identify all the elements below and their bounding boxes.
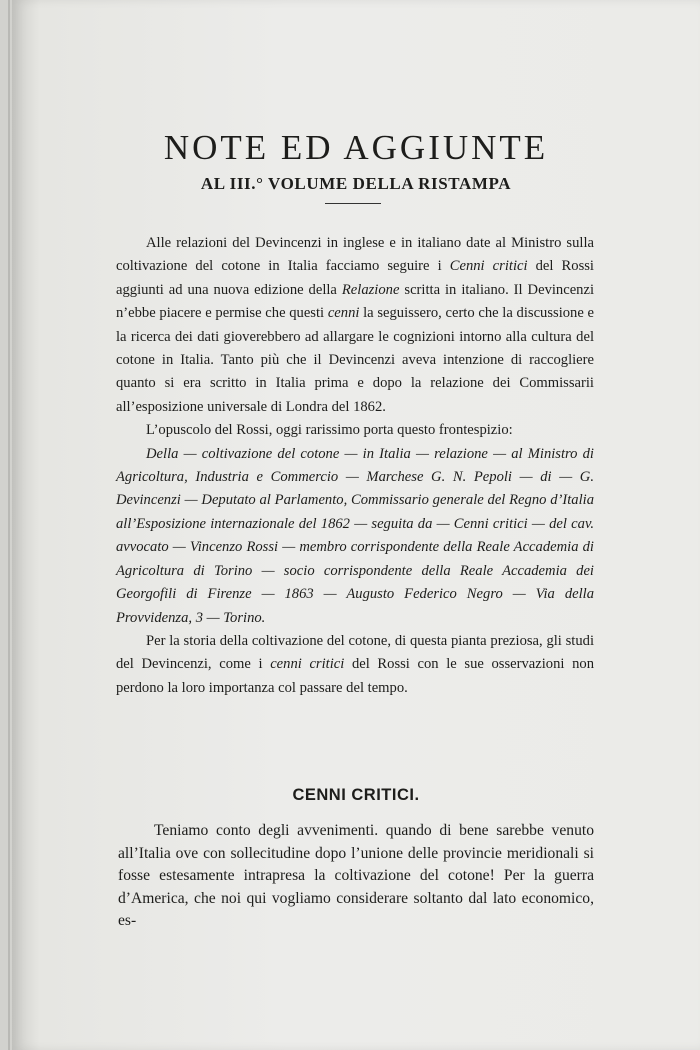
- italic-run: cenni critici: [270, 656, 345, 673]
- cenni-text: [118, 820, 594, 933]
- text-run: Alle relazioni del Devincenzi in inglese e in italiano date al Ministro sulla coltivazione del cotone in Italia facciamo seguire i: [116, 235, 594, 275]
- paragraph-4: [116, 630, 594, 700]
- title-divider: [325, 203, 381, 204]
- section-heading: CENNI CRITICI.: [292, 786, 420, 804]
- text-run: la seguissero, certo che la discussione e la ricerca dei dati gioverebbero ad allargare le cognizioni intorno alla cultura del cotone in Italia. Tanto più che il Devincenzi aveva intenzione di raccogliere quanto si era scritto in Italia prima e dopo la relazione dei Commissarii all’esposizione universale di Londra del 1862.: [116, 305, 595, 415]
- intro-text: [116, 232, 594, 700]
- paragraph-1: [116, 232, 594, 419]
- text-run: scritta in italiano. Il Devincenzi n’ebbe piacere e permise che questi: [116, 281, 595, 322]
- cenni-paragraph: Teniamo conto degli avvenimenti. quando di bene sarebbe venuto all’Italia ove con sollecitudine dopo l’unione delle provincie meridionali si fosse estesamente intrapresa la coltivazione del cotone! Per la guerra d’America, che noi qui vogliamo considerare soltanto dal lato economico, es-: [118, 822, 594, 929]
- text-run: del Rossi aggiunti ad una nuova edizione della: [116, 258, 594, 298]
- text-run: del Rossi con le sue osservazioni non perdono la loro importanza col passare del tempo.: [116, 656, 594, 696]
- frontispiece-citation: Della — coltivazione del cotone — in Italia — relazione — al Ministro di Agricoltura, Industria e Commercio — Marchese G. N. Pepoli — di — G. Devincenzi — Deputato al Parlamento, Commissario generale del Regno d’Italia all’Esposizione internazionale del 1862 — seguita da — Cenni critici — del cav. avvocato — Vincenzo Rossi — membro corrispondente della Reale Accademia di Agricoltura di Torino — socio corrispondente della Reale Accademia dei Georgofili di Firenze — 1863 — Augusto Federico Negro — Via della Provvidenza, 3 — Torino.: [116, 445, 594, 626]
- italic-run: Cenni critici: [449, 258, 528, 275]
- italic-run: cenni: [327, 305, 360, 322]
- paragraph-2: L’opuscolo del Rossi, oggi rarissimo porta questo frontespizio:: [146, 422, 513, 439]
- italic-run: Relazione: [341, 281, 400, 298]
- page-title: NOTE ED AGGIUNTE: [163, 128, 549, 167]
- page-subtitle: AL III.° VOLUME DELLA RISTAMPA: [200, 174, 512, 193]
- text-run: Per la storia della coltivazione del cotone, di questa pianta preziosa, gli studi del Devincenzi, come i: [116, 632, 594, 673]
- page-gutter: [8, 0, 10, 1050]
